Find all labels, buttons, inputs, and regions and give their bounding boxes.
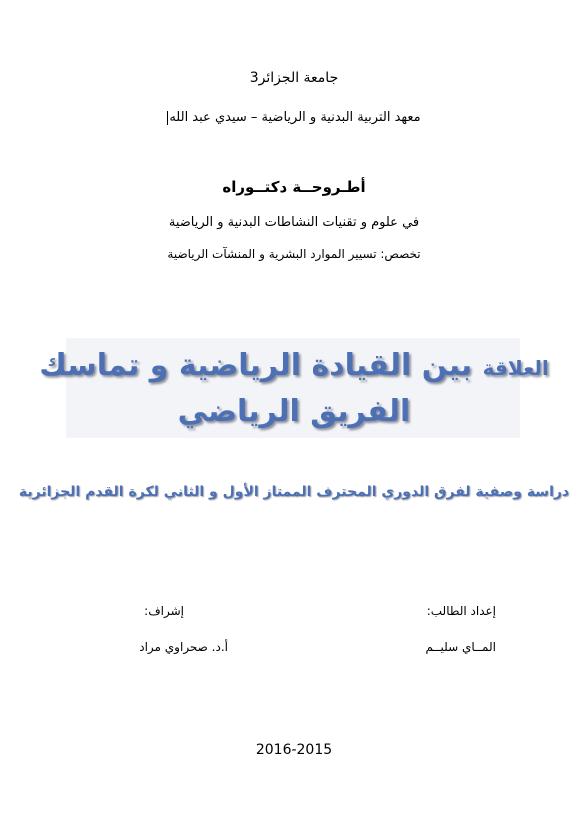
thesis-type: أطـروحــة دكتــوراه <box>222 178 366 196</box>
institute-name <box>0 110 588 125</box>
thesis-title-line-1 <box>0 348 588 383</box>
thesis-title-main: بين القيادة الرياضية و تماسك <box>39 348 473 383</box>
thesis-title-prefix: العلاقة <box>482 356 549 380</box>
university-name: جامعة الجزائر3 <box>249 70 339 86</box>
supervisor-name: أ.د. صحراوي مراد <box>139 640 228 654</box>
academic-year: 2016-2015 <box>255 742 333 758</box>
student-label: إعداد الطالب: <box>426 604 496 618</box>
supervisor-label: إشراف: <box>144 604 184 618</box>
thesis-subtitle: دراسة وصفية لفرق الدوري المحترف الممتاز الأول و الثاني لكرة القدم الجزائرية <box>18 484 570 500</box>
thesis-title-line-2: الفريق الرياضي <box>177 394 411 429</box>
thesis-field: في علوم و تقنيات النشاطات البدنية و الرياضية <box>168 215 420 230</box>
thesis-specialty: تخصص: تسيير الموارد البشرية و المنشآت الرياضية <box>167 247 421 261</box>
student-name: المــاي سليــم <box>425 640 496 654</box>
institute-name-text: معهد التربية البدنية و الرياضية – سيدي عبد الله <box>169 110 421 125</box>
